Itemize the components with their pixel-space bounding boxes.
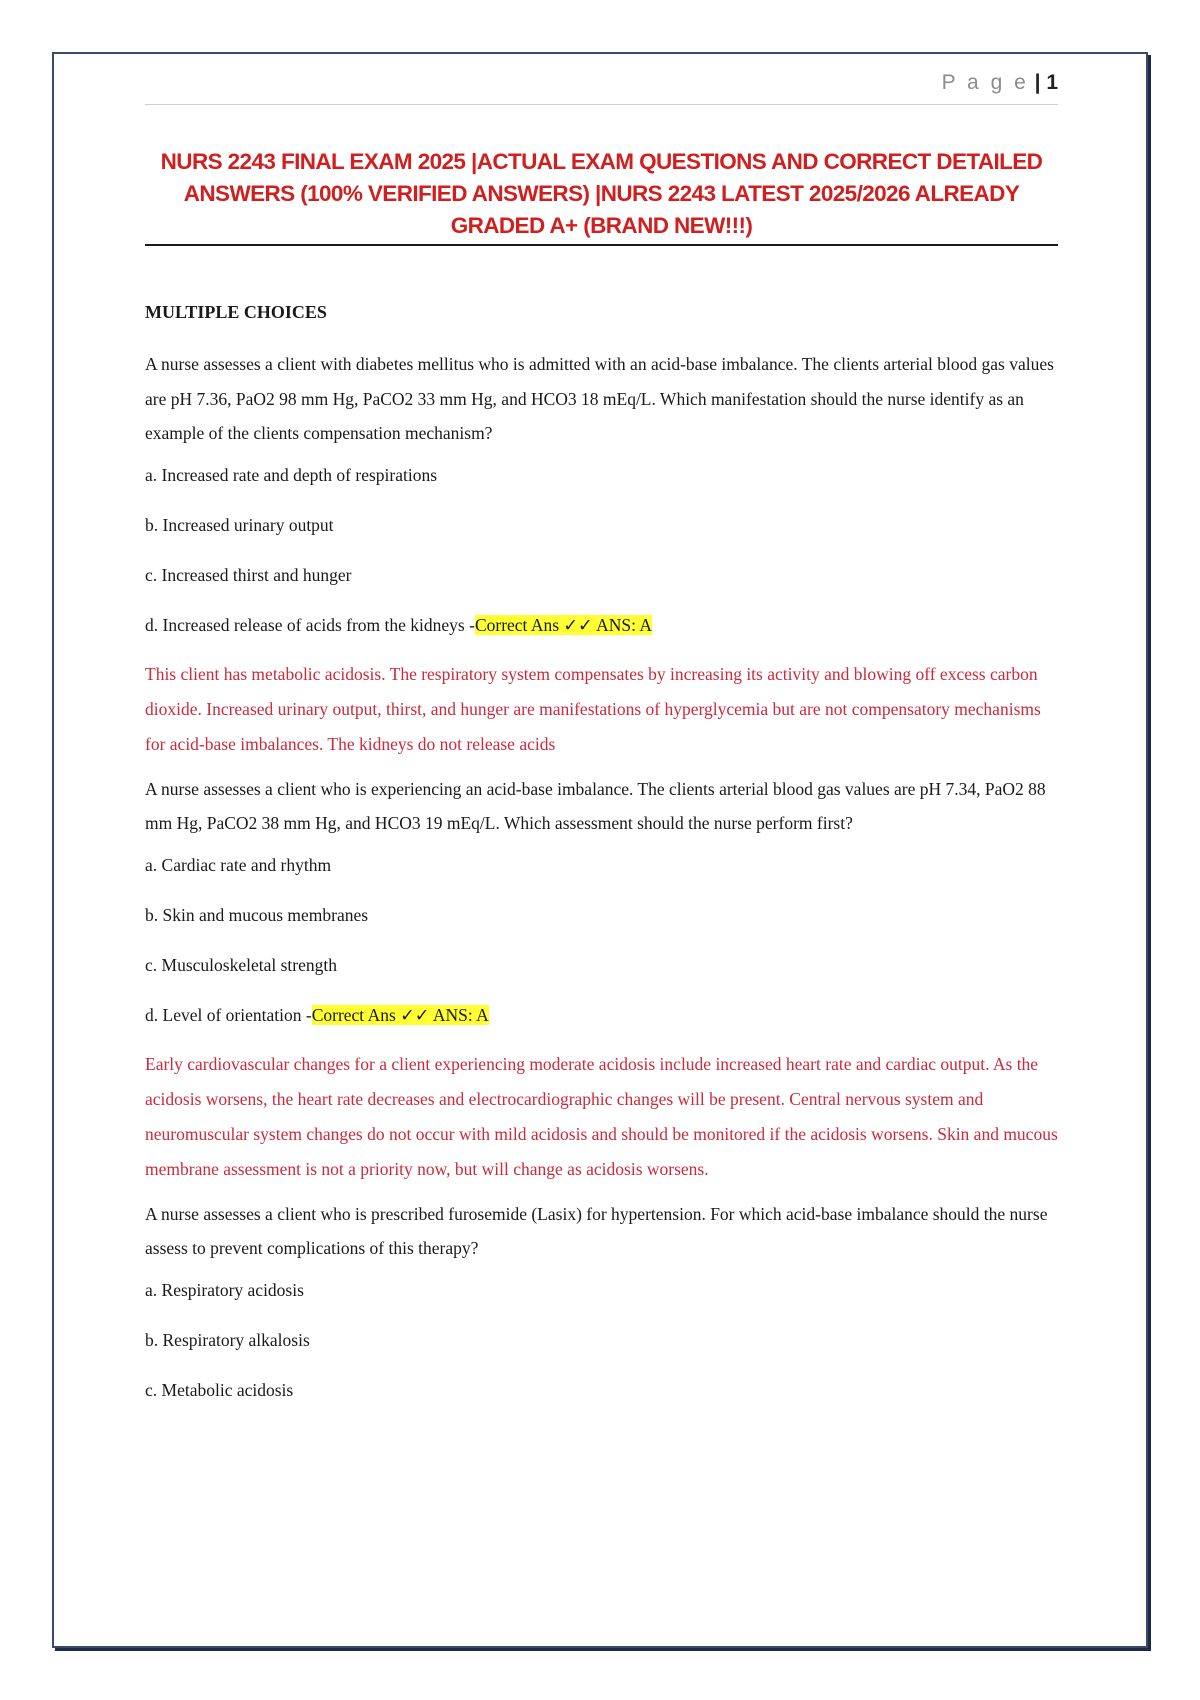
- option-a: a. Cardiac rate and rhythm: [145, 854, 332, 875]
- option-a: a. Respiratory acidosis: [145, 1279, 304, 1300]
- question-3: [145, 1197, 1060, 1402]
- title-line-1: NURS 2243 FINAL EXAM 2025 |ACTUAL EXAM QUESTIONS AND CORRECT DETAILED: [160, 149, 1043, 174]
- question-stem: A nurse assesses a client with diabetes mellitus who is admitted with an acid-base imbalance. The clients arterial blood gas values are pH 7.36, PaO2 98 mm Hg, PaCO2 33 mm Hg, and HCO3 18 mEq/L. Which manifestation should the nurse identify as an example of the clients compensation mechanism?: [145, 354, 1054, 443]
- option-b: b. Respiratory alkalosis: [145, 1329, 310, 1350]
- answer-rationale: This client has metabolic acidosis. The respiratory system compensates by increasing its activity and blowing off excess carbon dioxide. Increased urinary output, thirst, and hunger are manifestations of hyperglycemia but are not compensatory mechanisms for acid-base imbalances. The kidneys do not release acids: [145, 663, 1041, 754]
- option-b: b. Skin and mucous membranes: [145, 904, 369, 925]
- page-separator: |: [1028, 71, 1047, 94]
- option-b: b. Increased urinary output: [145, 514, 334, 535]
- correct-answer-highlight: Correct Ans ✓✓ ANS: A: [311, 1004, 489, 1025]
- title-line-3: GRADED A+ (BRAND NEW!!!): [450, 213, 753, 238]
- document-title: [145, 146, 1058, 246]
- page-number-header: [145, 71, 1058, 105]
- option-d: [145, 1003, 1060, 1027]
- option-d: [145, 613, 1060, 637]
- page-label: P a g e: [941, 71, 1029, 94]
- option-c: c. Increased thirst and hunger: [145, 564, 352, 585]
- question-2: [145, 772, 1060, 1187]
- title-line-2: ANSWERS (100% VERIFIED ANSWERS) |NURS 2243 LATEST 2025/2026 ALREADY: [183, 181, 1020, 206]
- answer-rationale: Early cardiovascular changes for a client experiencing moderate acidosis include increased heart rate and cardiac output. As the acidosis worsens, the heart rate decreases and electrocardiographic changes will be present. Central nervous system and neuromuscular system changes do not occur with mild acidosis and should be monitored if the acidosis worsens. Skin and mucous membrane assessment is not a priority now, but will change as acidosis worsens.: [145, 1053, 1058, 1179]
- question-stem: A nurse assesses a client who is experiencing an acid-base imbalance. The clients arterial blood gas values are pH 7.34, PaO2 88 mm Hg, PaCO2 38 mm Hg, and HCO3 19 mEq/L. Which assessment should the nurse perform first?: [145, 778, 1046, 833]
- option-a: a. Increased rate and depth of respirations: [145, 464, 438, 485]
- section-heading: MULTIPLE CHOICES: [145, 302, 327, 322]
- document-body: [145, 302, 1060, 1428]
- option-d-text: d. Level of orientation -: [145, 1004, 312, 1025]
- question-1: [145, 347, 1060, 762]
- correct-answer-highlight: Correct Ans ✓✓ ANS: A: [474, 614, 653, 635]
- page-number: 1: [1046, 71, 1058, 94]
- option-c: c. Metabolic acidosis: [145, 1379, 294, 1400]
- option-d-text: d. Increased release of acids from the kidneys -: [145, 614, 475, 635]
- option-c: c. Musculoskeletal strength: [145, 954, 337, 975]
- question-stem: A nurse assesses a client who is prescribed furosemide (Lasix) for hypertension. For which acid-base imbalance should the nurse assess to prevent complications of this therapy?: [145, 1203, 1048, 1258]
